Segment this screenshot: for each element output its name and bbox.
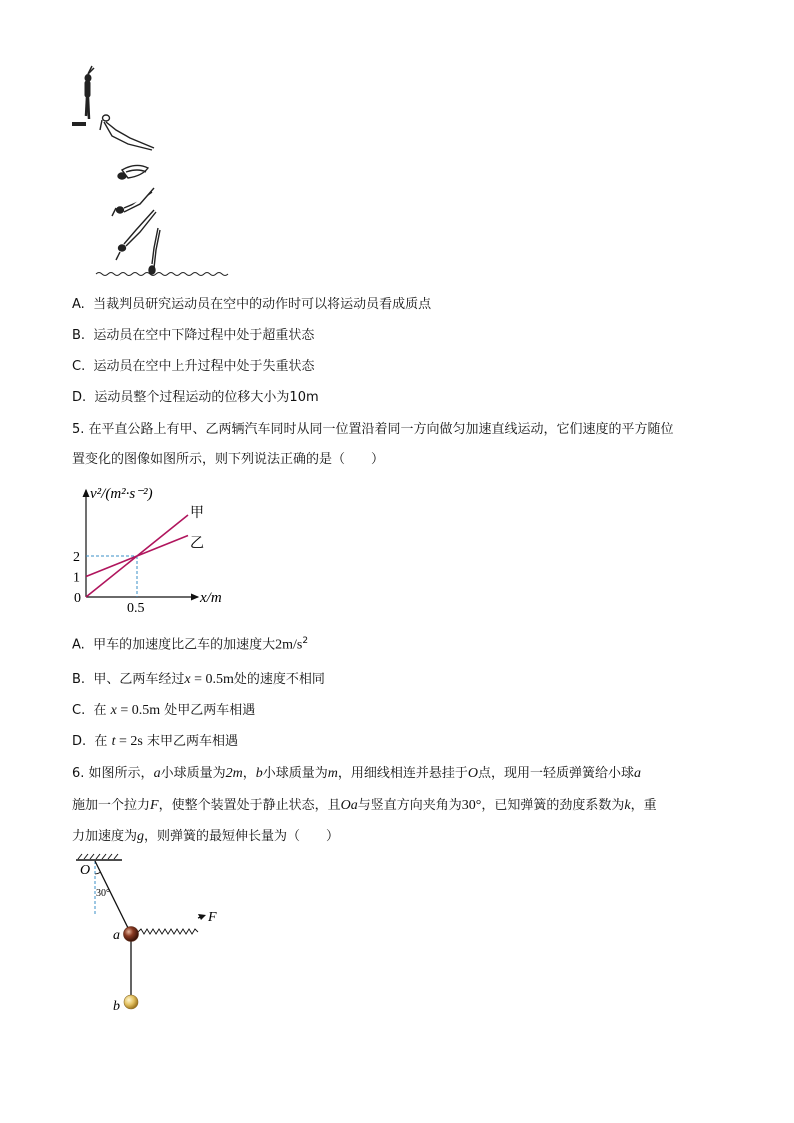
option-letter: C. xyxy=(72,703,86,718)
q6-figure xyxy=(68,852,238,1022)
stem-text: ，重 xyxy=(630,798,657,813)
series-label-jia: 甲 xyxy=(190,505,204,521)
q4-option-a xyxy=(72,296,431,314)
y-tick-label: 1 xyxy=(73,570,80,586)
q6-stem-line-3 xyxy=(72,828,339,846)
q5-stem-line-2 xyxy=(72,451,384,469)
stem-text: 在平直公路上有甲、乙两辆汽车同时从同一位置沿着同一方向做匀加速直线运动，它们速度的平方随位 xyxy=(88,422,674,437)
option-eq: = 2s xyxy=(115,734,143,749)
diver-pose-5 xyxy=(116,210,156,260)
option-letter: A. xyxy=(72,297,85,312)
stem-text: ，用细线相连并悬挂于 xyxy=(337,766,468,781)
label-b: b xyxy=(113,999,120,1014)
option-text: 运动员在空中下降过程中处于超重状态 xyxy=(93,328,315,343)
y-tick-label: 2 xyxy=(73,550,80,565)
label-f: F xyxy=(208,910,217,925)
water-surface xyxy=(96,273,228,276)
var-O: O xyxy=(467,766,478,781)
q5-chart xyxy=(68,480,238,615)
option-sup: 2 xyxy=(302,636,309,646)
q4-option-b xyxy=(72,327,314,345)
diver-pose-1 xyxy=(85,66,94,119)
var-b: b xyxy=(255,766,263,781)
q6-stem-line-2 xyxy=(72,797,657,815)
var-k: k xyxy=(624,798,631,813)
stem-text: 点，现用一轻质弹簧给小球 xyxy=(478,766,635,781)
option-text: 在 xyxy=(94,734,108,749)
option-text: 甲车的加速度比乙车的加速度大 xyxy=(93,637,276,653)
option-text-post: 处甲乙两车相遇 xyxy=(164,703,256,718)
option-text: 运动员整个过程运动的位移大小为10m xyxy=(94,390,319,405)
diving-platform xyxy=(72,122,86,126)
var-F: F xyxy=(150,798,159,813)
x-tick-label: 0.5 xyxy=(127,601,145,615)
option-eq: = 0.5m xyxy=(116,703,161,718)
var-x: x xyxy=(184,672,191,687)
angle-value: 30° xyxy=(461,798,482,813)
stem-text: 置变化的图像如图所示，则下列说法正确的是（ ） xyxy=(72,452,385,467)
option-text: 在 xyxy=(93,703,107,718)
label-a: a xyxy=(113,928,120,943)
ceiling-hatch xyxy=(78,854,118,859)
stem-text: ，则弹簧的最短伸长量为（ ） xyxy=(144,829,340,844)
option-value: 2m/s xyxy=(275,637,303,653)
diver-pose-3 xyxy=(118,165,148,179)
option-letter: D. xyxy=(72,390,87,405)
var-x: x xyxy=(110,703,117,718)
stem-text: 施加一个拉力 xyxy=(72,798,151,813)
stem-text: ，使整个装置处于静止状态，且 xyxy=(158,798,341,813)
var-a: a xyxy=(153,766,161,781)
q4-option-c xyxy=(72,358,315,376)
diver-pose-4 xyxy=(112,188,154,216)
series-label-yi: 乙 xyxy=(190,535,204,552)
question-number: 6. xyxy=(72,766,85,781)
q5-option-c xyxy=(72,702,255,720)
option-text: 运动员在空中上升过程中处于失重状态 xyxy=(93,359,315,374)
x-axis-label: x/m xyxy=(200,590,222,606)
option-letter: C. xyxy=(72,359,86,374)
question-number: 5. xyxy=(72,422,85,437)
var-2m: 2m xyxy=(225,766,243,781)
option-letter: B. xyxy=(72,672,86,687)
diver-pose-6 xyxy=(149,228,160,274)
stem-text: 小球质量为 xyxy=(262,766,328,781)
option-text: 当裁判员研究运动员在空中的动作时可以将运动员看成质点 xyxy=(93,297,432,312)
q6-stem-line-1 xyxy=(72,765,641,783)
q5-option-a xyxy=(72,632,308,654)
var-g: g xyxy=(137,829,145,844)
var-a: a xyxy=(634,766,642,781)
q5-option-d xyxy=(72,733,238,751)
option-letter: A. xyxy=(72,637,85,653)
option-text-post: 末甲乙两车相遇 xyxy=(146,734,238,749)
stem-text: 如图所示， xyxy=(88,766,154,781)
ball-b xyxy=(124,995,138,1009)
label-angle: 30° xyxy=(96,888,110,899)
diver-figure xyxy=(66,64,236,284)
stem-text: ， xyxy=(242,766,256,781)
angle-arc xyxy=(95,872,101,874)
option-text: 甲、乙两车经过 xyxy=(93,672,185,687)
stem-text: 小球质量为 xyxy=(160,766,226,781)
y-axis-label: v²/(m²·s⁻²) xyxy=(90,486,153,502)
q4-option-d xyxy=(72,389,319,407)
option-letter: B. xyxy=(72,328,86,343)
spring xyxy=(138,929,198,934)
diver-pose-2 xyxy=(100,115,154,150)
stem-text: 与竖直方向夹角为 xyxy=(357,798,462,813)
q5-option-b xyxy=(72,671,325,689)
q5-stem-line-1 xyxy=(72,421,674,439)
stem-text: ，已知弹簧的劲度系数为 xyxy=(481,798,625,813)
option-text-post: 处的速度不相同 xyxy=(233,672,325,687)
option-letter: D. xyxy=(72,734,87,749)
option-eq: = 0.5m xyxy=(190,672,234,687)
var-m: m xyxy=(327,766,338,781)
label-o: O xyxy=(80,863,91,878)
stem-text: 力加速度为 xyxy=(72,829,138,844)
origin-label: 0 xyxy=(74,591,81,606)
var-Oa: Oa xyxy=(340,798,358,813)
var-t: t xyxy=(111,734,116,749)
ball-a xyxy=(124,927,139,942)
